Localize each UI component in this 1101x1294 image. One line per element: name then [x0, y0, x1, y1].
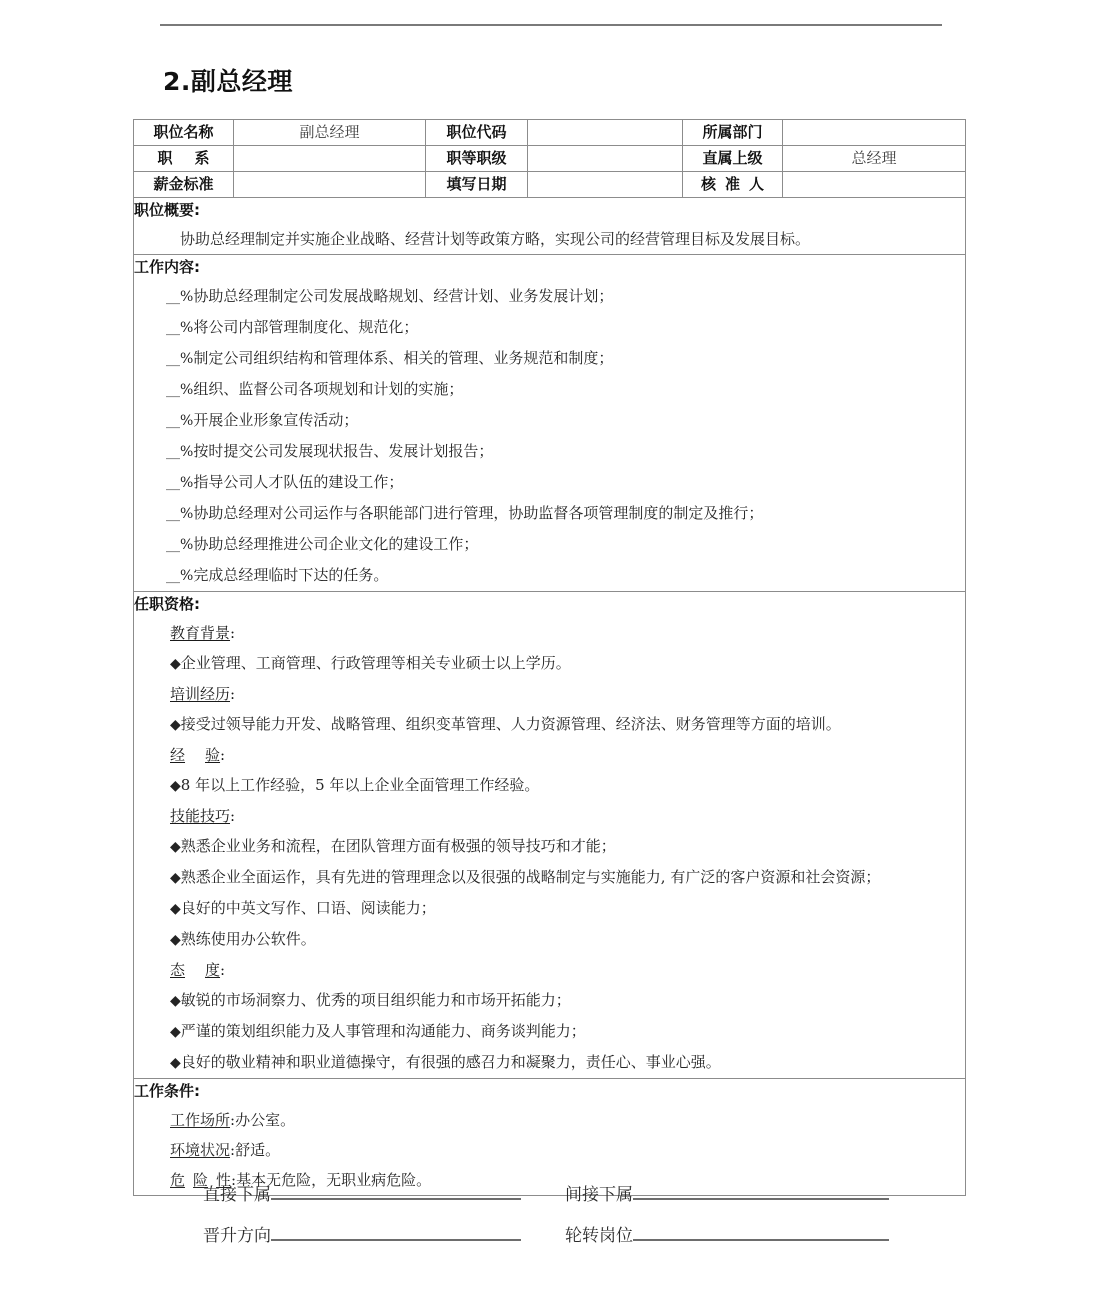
indirect-reports-label: 间接下属: [565, 1185, 633, 1205]
duty-prefix: __%: [166, 568, 194, 584]
qualification-bullet-text: 接受过领导能力开发、战略管理、组织变革管理、人力资源管理、经济法、财务管理等方面的培训。: [180, 715, 841, 733]
duty-text: 制定公司组织结构和管理体系、相关的管理、业务规范和制度；: [193, 349, 614, 367]
qualification-bullet-text: 良好的中英文写作、口语、阅读能力；: [180, 899, 436, 917]
value-position-code[interactable]: [528, 120, 683, 146]
table-row: [134, 120, 966, 146]
direct-reports-field[interactable]: [203, 1180, 565, 1205]
qualification-group-label: 技能技巧: [170, 807, 231, 825]
label-reports-to: 直属上级: [683, 146, 783, 172]
qualification-bullet: [134, 1047, 965, 1078]
promotion-path-field[interactable]: [203, 1221, 565, 1246]
duty-prefix: __%: [166, 351, 194, 367]
indirect-reports-field[interactable]: [565, 1180, 889, 1205]
work-conditions-heading: 工作条件:: [134, 1082, 200, 1100]
qualification-group-label: 态 度: [170, 961, 221, 979]
qualification-bullet-text: 严谨的策划组织能力及人事管理和沟通能力、商务谈判能力；: [180, 1022, 586, 1040]
qualification-group-label: 教育背景: [170, 624, 231, 642]
duty-text: 开展企业形象宣传活动；: [193, 411, 359, 429]
job-info-table: [133, 119, 966, 1196]
rotation-position-field[interactable]: [565, 1221, 889, 1246]
duties-list: [134, 281, 965, 591]
diamond-bullet-icon: ◆: [170, 839, 181, 855]
value-approver[interactable]: [783, 172, 966, 198]
duty-item: [134, 529, 965, 560]
duties-heading: 工作内容:: [134, 258, 200, 276]
colon: :: [220, 961, 226, 979]
duty-item: [134, 405, 965, 436]
duty-text: 将公司内部管理制度化、规范化；: [193, 318, 419, 336]
diamond-bullet-icon: ◆: [170, 1024, 181, 1040]
value-fill-date[interactable]: [528, 172, 683, 198]
work-condition-value: :基本无危险，无职业病危险。: [231, 1171, 432, 1189]
duty-item: [134, 312, 965, 343]
qualification-bullet: [134, 893, 965, 924]
duty-item: [134, 498, 965, 529]
work-condition-label: 工作场所: [170, 1111, 231, 1129]
duty-prefix: __%: [166, 537, 194, 553]
label-fill-date: 填写日期: [426, 172, 528, 198]
value-department[interactable]: [783, 120, 966, 146]
footer-fields: [133, 1180, 965, 1262]
qualification-group-label: 经 验: [170, 746, 221, 764]
qualification-bullet-text: 企业管理、工商管理、行政管理等相关专业硕士以上学历。: [180, 654, 571, 672]
colon: :: [230, 624, 236, 642]
work-condition-value: :舒适。: [230, 1141, 281, 1159]
diamond-bullet-icon: ◆: [170, 993, 181, 1009]
work-condition-item: [134, 1105, 965, 1135]
summary-text: 协助总经理制定并实施企业战略、经营计划等政策方略，实现公司的经营管理目标及发展目标。: [180, 230, 811, 248]
promotion-path-label: 晋升方向: [203, 1226, 271, 1246]
qualification-bullet-text: 良好的敬业精神和职业道德操守，有很强的感召力和凝聚力，责任心、事业心强。: [180, 1053, 721, 1071]
direct-reports-input[interactable]: [271, 1183, 521, 1200]
work-condition-label: 环境状况: [170, 1141, 231, 1159]
duty-item: [134, 467, 965, 498]
qualifications-section: [134, 592, 966, 1079]
value-salary[interactable]: [234, 172, 426, 198]
qualification-bullet-text: 熟悉企业业务和流程，在团队管理方面有极强的领导技巧和才能；: [180, 837, 616, 855]
qualification-bullet-text: 敏锐的市场洞察力、优秀的项目组织能力和市场开拓能力；: [180, 991, 571, 1009]
value-grade[interactable]: [528, 146, 683, 172]
diamond-bullet-icon: ◆: [170, 656, 181, 672]
qualification-group-title: [134, 679, 965, 709]
diamond-bullet-icon: ◆: [170, 932, 181, 948]
duty-item: [134, 560, 965, 591]
qualification-groups: [134, 618, 965, 1078]
label-position-name: 职位名称: [134, 120, 234, 146]
qualification-bullet-text: 熟悉企业全面运作，具有先进的管理理念以及很强的战略制定与实施能力, 有广泛的客户资源和社会资源；: [180, 868, 881, 886]
label-grade: 职等职级: [426, 146, 528, 172]
work-condition-item: [134, 1135, 965, 1165]
diamond-bullet-icon: ◆: [170, 870, 181, 886]
table-row: [134, 172, 966, 198]
duty-item: [134, 436, 965, 467]
diamond-bullet-icon: ◆: [170, 901, 181, 917]
diamond-bullet-icon: ◆: [170, 1055, 181, 1071]
value-position-name[interactable]: 副总经理: [234, 120, 426, 146]
duty-text: 指导公司人才队伍的建设工作；: [193, 473, 404, 491]
label-approver: 核 准 人: [683, 172, 783, 198]
colon: :: [230, 807, 236, 825]
value-reports-to[interactable]: 总经理: [783, 146, 966, 172]
footer-row-1: [133, 1180, 965, 1205]
duty-prefix: __%: [166, 506, 194, 522]
duty-text: 完成总经理临时下达的任务。: [193, 566, 389, 584]
duty-prefix: __%: [166, 444, 194, 460]
qualification-bullet: [134, 831, 965, 862]
diamond-bullet-icon: ◆: [170, 778, 181, 794]
qualification-bullet: [134, 862, 965, 893]
rotation-position-label: 轮转岗位: [565, 1226, 633, 1246]
duty-prefix: __%: [166, 475, 194, 491]
label-department: 所属部门: [683, 120, 783, 146]
label-salary: 薪金标准: [134, 172, 234, 198]
work-condition-value: :办公室。: [230, 1111, 296, 1129]
qualification-group-title: [134, 955, 965, 985]
work-conditions-section: [134, 1079, 966, 1196]
value-job-family[interactable]: [234, 146, 426, 172]
work-condition-label: 危 险 性: [170, 1171, 232, 1189]
duty-text: 组织、监督公司各项规划和计划的实施；: [193, 380, 464, 398]
qualification-bullet: [134, 924, 965, 955]
duty-item: [134, 374, 965, 405]
diamond-bullet-icon: ◆: [170, 717, 181, 733]
colon: :: [230, 685, 236, 703]
qualifications-heading: 任职资格:: [134, 595, 200, 613]
duty-prefix: __%: [166, 413, 194, 429]
qualification-bullet: [134, 985, 965, 1016]
duty-text: 协助总经理对公司运作与各职能部门进行管理，协助监督各项管理制度的制定及推行；: [193, 504, 764, 522]
duties-section: [134, 255, 966, 592]
qualification-bullet: [134, 709, 965, 740]
indirect-reports-input[interactable]: [633, 1183, 889, 1200]
page-title: 2.副总经理: [163, 67, 293, 96]
qualification-group-title: [134, 801, 965, 831]
table-row: [134, 146, 966, 172]
summary-section: [134, 198, 966, 255]
duty-item: [134, 281, 965, 312]
qualification-bullet: [134, 648, 965, 679]
duty-item: [134, 343, 965, 374]
summary-heading: 职位概要:: [134, 201, 200, 219]
duty-text: 协助总经理制定公司发展战略规划、经营计划、业务发展计划；: [193, 287, 614, 305]
label-position-code: 职位代码: [426, 120, 528, 146]
qualification-bullet-text: 熟练使用办公软件。: [180, 930, 316, 948]
qualification-group-label: 培训经历: [170, 685, 231, 703]
header-rule: [160, 24, 942, 26]
duty-prefix: __%: [166, 289, 194, 305]
duty-text: 按时提交公司发展现状报告、发展计划报告；: [193, 442, 494, 460]
qualification-bullet-text: 8 年以上工作经验，5 年以上企业全面管理工作经验。: [180, 776, 540, 794]
duty-text: 协助总经理推进公司企业文化的建设工作；: [193, 535, 479, 553]
direct-reports-label: 直接下属: [203, 1185, 271, 1205]
qualification-bullet: [134, 1016, 965, 1047]
label-job-family: 职 系: [134, 146, 234, 172]
qualification-bullet: [134, 770, 965, 801]
qualification-group-title: [134, 618, 965, 648]
qualification-group-title: [134, 740, 965, 770]
duty-prefix: __%: [166, 382, 194, 398]
rotation-position-input[interactable]: [633, 1224, 889, 1241]
footer-row-2: [133, 1221, 965, 1246]
promotion-path-input[interactable]: [271, 1224, 521, 1241]
colon: :: [220, 746, 226, 764]
duty-prefix: __%: [166, 320, 194, 336]
